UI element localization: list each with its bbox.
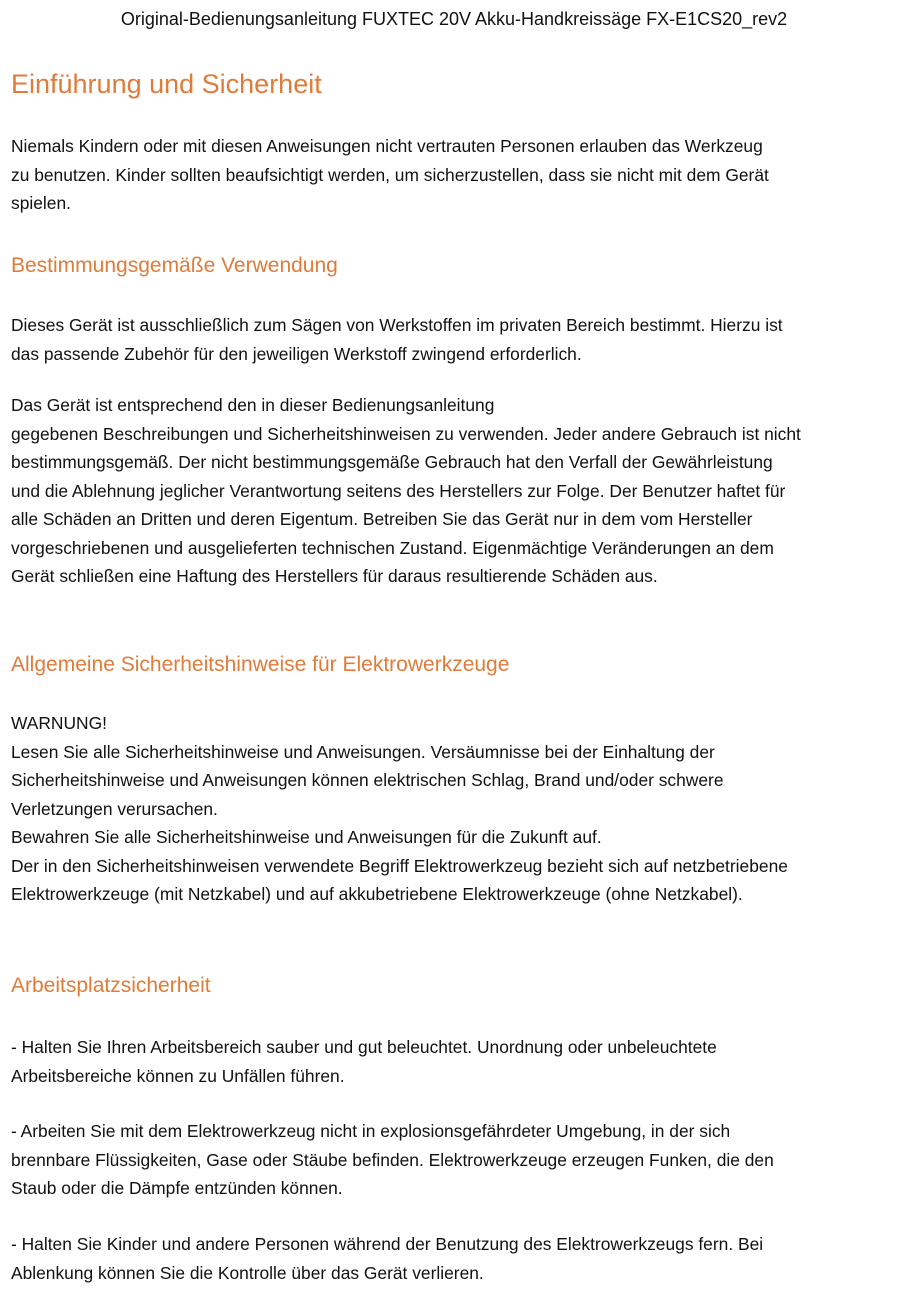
text-line: Niemals Kindern oder mit diesen Anweisungen nicht vertrauten Personen erlauben das Werkzeug xyxy=(11,136,763,156)
text-line: Verletzungen verursachen. xyxy=(11,798,218,819)
text-line: - Arbeiten Sie mit dem Elektrowerkzeug nicht in explosionsgefährdeter Umgebung, in der sich xyxy=(11,1121,731,1141)
page-header: Original-Bedienungsanleitung FUXTEC 20V Akku-Handkreissäge FX-E1CS20_rev2 xyxy=(120,9,788,29)
text-line: brennbare Flüssigkeiten, Gase oder Stäube befinden. Elektrowerkzeuge erzeugen Funken, die den xyxy=(11,1149,774,1170)
list-item-workplace-3 xyxy=(11,1230,903,1287)
text-line: zu benutzen. Kinder sollten beaufsichtigt werden, um sicherzustellen, dass sie nicht mit dem Gerät xyxy=(11,164,769,185)
text-line: Ablenkung können Sie die Kontrolle über das Gerät verlieren. xyxy=(11,1262,484,1283)
text-line: spielen. xyxy=(11,193,71,213)
text-line: Elektrowerkzeuge (mit Netzkabel) und auf akkubetriebene Elektrowerkzeuge (ohne Netzkabel). xyxy=(11,884,743,904)
text-line: Gerät schließen eine Haftung des Herstellers für daraus resultierende Schäden aus. xyxy=(11,566,658,586)
list-item-workplace-1 xyxy=(11,1033,903,1090)
section-title-introduction: Einführung und Sicherheit xyxy=(11,69,322,99)
text-line: - Halten Sie Kinder und andere Personen während der Benutzung des Elektrowerkzeugs fern. Bei xyxy=(11,1234,764,1254)
text-line: Dieses Gerät ist ausschließlich zum Sägen von Werkstoffen im privaten Bereich bestimmt. Hierzu ist xyxy=(11,315,783,335)
paragraph-general-safety xyxy=(11,709,903,909)
text-line: Arbeitsbereiche können zu Unfällen führen. xyxy=(11,1065,345,1086)
paragraph-intended-use-1 xyxy=(11,311,903,368)
text-line: Bewahren Sie alle Sicherheitshinweise und Anweisungen für die Zukunft auf. xyxy=(11,827,602,847)
text-line: Der in den Sicherheitshinweisen verwendete Begriff Elektrowerkzeug bezieht sich auf netzbetriebene xyxy=(11,855,788,876)
paragraph-introduction xyxy=(11,132,903,218)
text-line: das passende Zubehör für den jeweiligen Werkstoff zwingend erforderlich. xyxy=(11,343,582,364)
text-line: bestimmungsgemäß. Der nicht bestimmungsgemäße Gebrauch hat den Verfall der Gewährleistung xyxy=(11,452,773,472)
list-item-workplace-2 xyxy=(11,1117,903,1203)
text-line: vorgeschriebenen und ausgelieferten technischen Zustand. Eigenmächtige Veränderungen an dem xyxy=(11,537,774,558)
text-line: Lesen Sie alle Sicherheitshinweise und Anweisungen. Versäumnisse bei der Einhaltung der xyxy=(11,741,715,762)
text-line: Staub oder die Dämpfe entzünden können. xyxy=(11,1178,343,1198)
section-title-workplace-safety: Arbeitsplatzsicherheit xyxy=(11,974,211,997)
text-line: - Halten Sie Ihren Arbeitsbereich sauber und gut beleuchtet. Unordnung oder unbeleuchtete xyxy=(11,1037,717,1057)
text-line: Das Gerät ist entsprechend den in dieser Bedienungsanleitung xyxy=(11,395,495,415)
section-title-intended-use: Bestimmungsgemäße Verwendung xyxy=(11,254,338,277)
text-line: und die Ablehnung jeglicher Verantwortung seitens des Herstellers zur Folge. Der Benutzer haftet für xyxy=(11,480,786,501)
section-title-general-safety: Allgemeine Sicherheitshinweise für Elektrowerkzeuge xyxy=(11,653,510,676)
paragraph-intended-use-2 xyxy=(11,391,903,591)
warning-label: WARNUNG! xyxy=(11,713,107,733)
text-line: alle Schäden an Dritten und deren Eigentum. Betreiben Sie das Gerät nur in dem vom Hersteller xyxy=(11,509,753,529)
text-line: Sicherheitshinweise und Anweisungen können elektrischen Schlag, Brand und/oder schwere xyxy=(11,770,724,790)
text-line: gegebenen Beschreibungen und Sicherheitshinweisen zu verwenden. Jeder andere Gebrauch ist nicht xyxy=(11,423,801,444)
